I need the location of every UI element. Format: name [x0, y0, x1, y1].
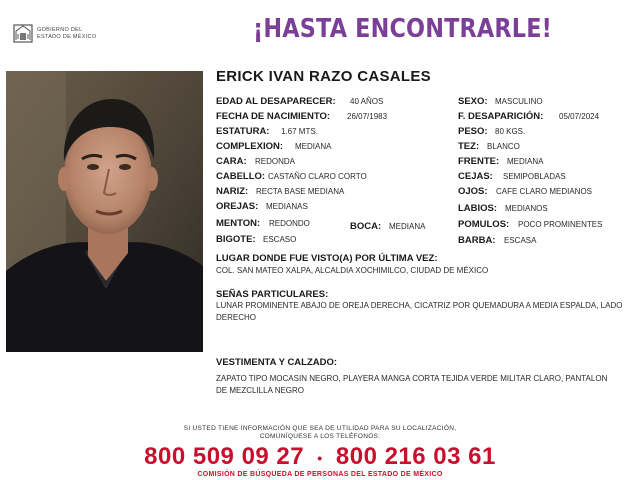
barba-label: BARBA:: [458, 235, 496, 246]
pomulos-value: POCO PROMINENTES: [518, 220, 603, 229]
vestimenta-value: ZAPATO TIPO MOCASIN NEGRO, PLAYERA MANGA CORTA TEJIDA VERDE MILITAR CLARO, PANTALON DE MEZCLILLA NEGRO: [216, 374, 608, 395]
sexo-label: SEXO:: [458, 96, 488, 107]
estatura-value: 1.67 MTS.: [281, 127, 318, 136]
menton-value: REDONDO: [269, 219, 310, 228]
cara-label: CARA:: [216, 156, 247, 167]
cabello-value: CASTAÑO CLARO CORTO: [268, 172, 367, 181]
nacimiento-value: 26/07/1983: [347, 112, 388, 121]
logo-text-line1: GOBIERNO DEL: [37, 27, 83, 33]
menton-label: MENTON:: [216, 218, 261, 229]
estatura-label: ESTATURA:: [216, 126, 270, 137]
person-name: ERICK IVAN RAZO CASALES: [216, 68, 431, 85]
cejas-value: SEMIPOBLADAS: [503, 172, 566, 181]
frente-label: FRENTE:: [458, 156, 500, 167]
phone-number-2[interactable]: 800 216 03 61: [335, 443, 496, 470]
phone-number-1[interactable]: 800 509 09 27: [144, 443, 305, 470]
bigote-value: ESCASO: [263, 235, 297, 244]
orejas-value: MEDIANAS: [266, 202, 308, 211]
nariz-label: NARIZ:: [216, 186, 249, 197]
ojos-value: CAFE CLARO MEDIANOS: [496, 187, 593, 196]
logo-text-line2: ESTADO DE MÉXICO: [37, 34, 97, 40]
cara-value: REDONDA: [255, 157, 296, 166]
missing-person-photo: [6, 71, 203, 352]
sexo-value: MASCULINO: [495, 97, 543, 106]
cejas-label: CEJAS:: [458, 171, 493, 182]
senas-label: SEÑAS PARTICULARES:: [216, 289, 329, 300]
frente-value: MEDIANA: [507, 157, 544, 166]
complexion-label: COMPLEXION:: [216, 141, 284, 152]
orejas-label: OREJAS:: [216, 201, 259, 212]
tez-label: TEZ:: [458, 141, 480, 152]
contact-note-line2: COMUNÍQUESE A LOS TELÉFONOS:: [259, 433, 381, 440]
desaparicion-label: F. DESAPARICIÓN:: [458, 111, 544, 122]
pomulos-label: POMULOS:: [458, 219, 510, 230]
edad-value: 40 AÑOS: [350, 97, 384, 106]
separator-dot: •: [317, 449, 323, 466]
lugar-value: COL. SAN MATEO XALPA, ALCALDIA XOCHIMILCO, CIUDAD DE MÉXICO: [216, 266, 489, 275]
complexion-value: MEDIANA: [295, 142, 332, 151]
labios-label: LABIOS:: [458, 203, 498, 214]
labios-value: MEDIANOS: [505, 204, 548, 213]
government-logo: [12, 22, 142, 46]
nariz-value: RECTA BASE MEDIANA: [256, 187, 345, 196]
vestimenta-label: VESTIMENTA Y CALZADO:: [216, 357, 338, 368]
cabello-label: CABELLO:: [216, 171, 266, 182]
edad-label: EDAD AL DESAPARECER:: [216, 96, 336, 107]
lugar-label: LUGAR DONDE FUE VISTO(A) POR ÚLTIMA VEZ:: [216, 253, 438, 264]
state-seal-icon: [12, 22, 34, 44]
ojos-label: OJOS:: [458, 186, 488, 197]
nacimiento-label: FECHA DE NACIMIENTO:: [216, 111, 330, 122]
peso-label: PESO:: [458, 126, 488, 137]
page-headline: ¡HASTA ENCONTRARLE!: [253, 14, 553, 44]
senas-value: LUNAR PROMINENTE ABAJO DE OREJA DERECHA, CICATRIZ POR QUEMADURA A MEDIA ESPALDA, LADO DERECHO: [216, 301, 623, 322]
contact-note-line1: SI USTED TIENE INFORMACIÓN QUE SEA DE UTILIDAD PARA SU LOCALIZACIÓN,: [183, 425, 457, 432]
peso-value: 80 KGS.: [495, 127, 526, 136]
tez-value: BLANCO: [487, 142, 520, 151]
boca-label: BOCA:: [350, 221, 382, 232]
barba-value: ESCASA: [504, 236, 537, 245]
phone-numbers: [0, 443, 640, 471]
commission-name: COMISIÓN DE BÚSQUEDA DE PERSONAS DEL ESTADO DE MÉXICO: [197, 471, 443, 478]
bigote-label: BIGOTE:: [216, 234, 256, 245]
boca-value: MEDIANA: [389, 222, 426, 231]
desaparicion-value: 05/07/2024: [559, 112, 600, 121]
